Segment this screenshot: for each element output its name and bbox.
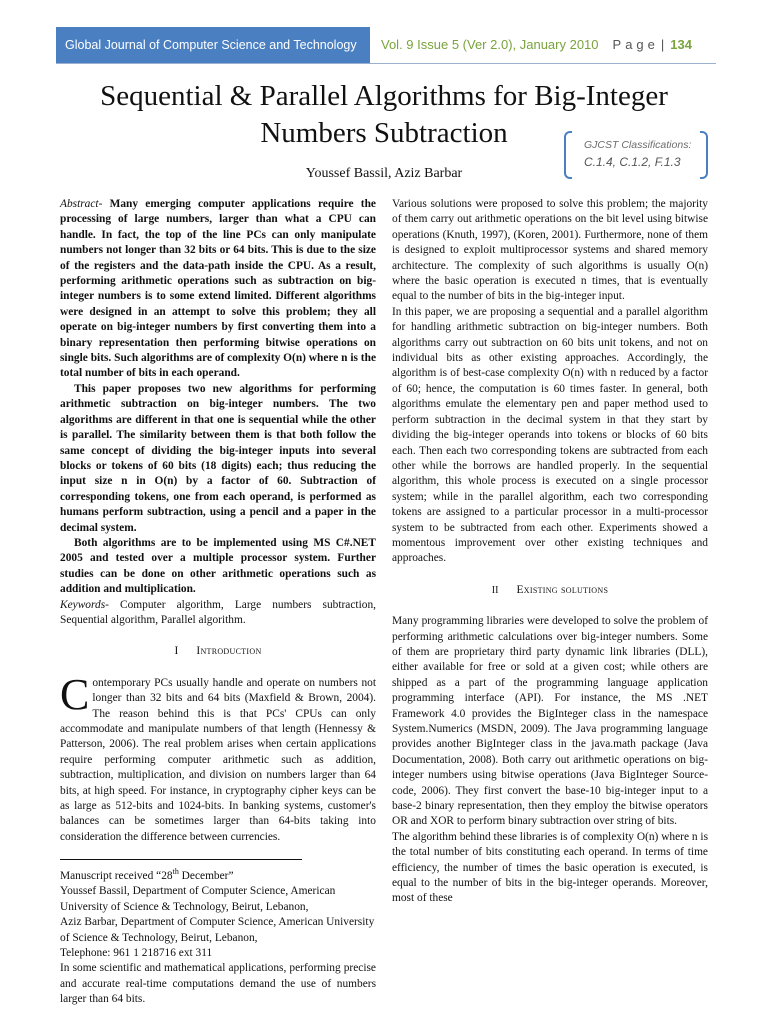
abstract-paragraph-2: This paper proposes two new algorithms for performing arithmetic subtraction on big-integer numbers. The two algorithms are different in that one is sequential while the other is parallel. The similarity between them is that both follow the same concept of dividing the big-integer inputs into several blocks or tokens of 60 bits (18 digits) each; thus reducing the input size n in O(n) by a factor of 60. Subtraction of corresponding tokens, one from each operand, is performed as humans perform subtraction, using a pencil and a paper in the decimal system.	[60, 382, 376, 534]
page-label: Page	[612, 37, 659, 52]
abstract-paragraph-1: Abstract- Many emerging computer applications require the processing of large numbers, larger than what a CPU can handle. In fact, the top of the line PCs can only manipulate numbers not longer than 32 bits or 64 bits. This is due to the size of the registers and the data-path inside the CPU. As a result, performing arithmetic operations such as subtraction on big-integer numbers is to some extend limited. Different algorithms were designed in an attempt to solve this problem; they all operate on big-integer numbers by first converting them into a binary representation then performing bitwise operations on single bits. Such algorithms are of complexity O(n) where n is the total number of bits in each operand.	[60, 198, 376, 380]
abstract	[60, 197, 376, 598]
right-paragraph-1: Various solutions were proposed to solve this problem; the majority of them carry out arithmetic operations on the bit level using bitwise operations (Knuth, 1997), (Koren, 2001). Furthermore, none of them is designed to exploit multiprocessor systems and shared memory architecture. The complexity of such algorithms is usually O(n) where the basic operation is executed n times, that is eventually equal to the number of bits in the big-integer input.	[392, 198, 708, 303]
abstract-label: Abstract-	[60, 198, 103, 210]
manuscript-received: Manuscript received “28th December”	[60, 867, 234, 883]
introduction-paragraph: Contemporary PCs usually handle and operate on numbers not longer than 32 bits and 64 bits (Maxfield & Brown, 2004). The reason behind this is that PCs' CPUs can only accommodate and manipulate numbers of that length (Hennessy & Patterson, 2006). The real problem arises when certain applications require performing computer arithmetic such as addition, subtraction, multiplication, and division on numbers larger than 64 bits, at high speed. For instance, in cryptography cipher keys can be as large as 512-bits and 1024-bits. In banking systems, customer's balances can be sometimes larger than 64-bits taking into consideration the difference between currencies.	[60, 669, 376, 843]
paper-title-line-1: Sequential & Parallel Algorithms for Big-Integer	[100, 80, 668, 112]
section-title: Existing solutions	[516, 583, 609, 596]
left-column	[60, 197, 376, 1008]
paper-authors: Youssef Bassil, Aziz Barbar	[305, 166, 463, 181]
paper-title-line-2: Numbers Subtraction	[260, 117, 508, 149]
footnote	[60, 864, 376, 1007]
section-heading-introduction	[60, 644, 376, 659]
classification-box	[564, 131, 708, 177]
section-number: I	[174, 645, 179, 658]
right-brace	[700, 131, 708, 179]
introduction-continuation: In some scientific and mathematical applications, performing precise and accurate real-time computations demand the use of numbers larger than 64 bits.	[60, 962, 376, 1006]
classification-label: GJCST Classifications:	[584, 139, 692, 151]
journal-name-banner	[56, 27, 370, 63]
header-rule	[56, 63, 716, 64]
section-title: Introduction	[196, 645, 262, 658]
footnote-telephone: Telephone: 961 1 218716 ext 311	[60, 947, 213, 960]
left-brace	[564, 131, 572, 179]
keywords: Keywords- Computer algorithm, Large numbers subtraction, Sequential algorithm, Parallel algorithm.	[60, 598, 376, 626]
page-separator: |	[660, 37, 665, 52]
right-paragraph-3: Many programming libraries were developed to solve the problem of performing arithmetic calculations over big-integer numbers. Some of them are proprietary third party dynamic link libraries (DLL), either available for free or sold at a given cost; while others are shipped as a part of the programming language application programming interface (API). For instance, the MS .NET Framework 4.0 provides the BigInteger class in the namespace System.Numerics (MSDN, 2009). The Java programming language provides another BigInteger class in the java.math package (Java Documentation, 2008). Both carry out arithmetic operations on big-integer numbers using bitwise operations (Java BigInteger Source-code, 2006). They first convert the base-10 big-integer input to a base-2 binary representation, then they employ the bitwise operators OR and XOR to perform binary subtraction over string of bits.	[392, 615, 708, 828]
issue-info	[381, 37, 692, 52]
keywords-label: Keywords-	[60, 598, 109, 611]
abstract-paragraph-3: Both algorithms are to be implemented using MS C#.NET 2005 and tested over a multiple processor system. Further studies can be done on other arithmetic operations such as addition and multiplication.	[60, 536, 376, 596]
footnote-author-1: Youssef Bassil, Department of Computer Science, American University of Science & Technology, Beirut, Lebanon,	[60, 885, 336, 913]
classification-codes: C.1.4, C.1.2, F.1.3	[584, 155, 681, 169]
right-column-body	[392, 197, 708, 567]
section-heading-existing-solutions	[392, 583, 708, 598]
drop-cap: C	[60, 669, 90, 719]
footnote-author-2: Aziz Barbar, Department of Computer Science, American University of Science & Technology, Beirut, Lebanon,	[60, 916, 375, 944]
journal-name: Global Journal of Computer Science and Technology	[65, 38, 357, 52]
volume-info: Vol. 9 Issue 5 (Ver 2.0), January 2010	[381, 37, 599, 52]
footnote-rule	[60, 859, 302, 860]
right-column	[392, 197, 708, 907]
page-number: 134	[670, 37, 692, 52]
right-paragraph-2: In this paper, we are proposing a sequential and a parallel algorithm for handling arithmetic subtraction on big-integer numbers. Both algorithms carry out subtraction on 60 bits unit tokens, and not on individual bits as other existing approaches. Accordingly, the algorithm is of best-case complexity O(n) with n reduced by a factor of 60; hence, the computation is 60 times faster. In general, both algorithms emulate the elementary pen and paper method used to perform subtraction in the decimal system in that they start by dividing the big-integer operands into tokens or blocks of 60 bits each. Then each two corresponding tokens are subtracted from each other while the borrows are handled properly. In the sequential algorithm, this whole process is executed on a single processor system; while in the parallel algorithm, each two corresponding tokens are assigned to a particular processor in a multi-processor system to be subtracted from each other. Experiments showed a momentous improvement over other existing techniques and approaches.	[392, 305, 708, 565]
section-number: II	[491, 584, 499, 596]
existing-solutions-body	[392, 614, 708, 907]
right-paragraph-4: The algorithm behind these libraries is of complexity O(n) where n is the total number of bits constituting each operand. In terms of time efficiency, the number of times the basic operation is executed, is equal to the number of bits in the big-integer operands. Moreover, most of these	[392, 830, 709, 905]
introduction-body	[60, 669, 376, 845]
